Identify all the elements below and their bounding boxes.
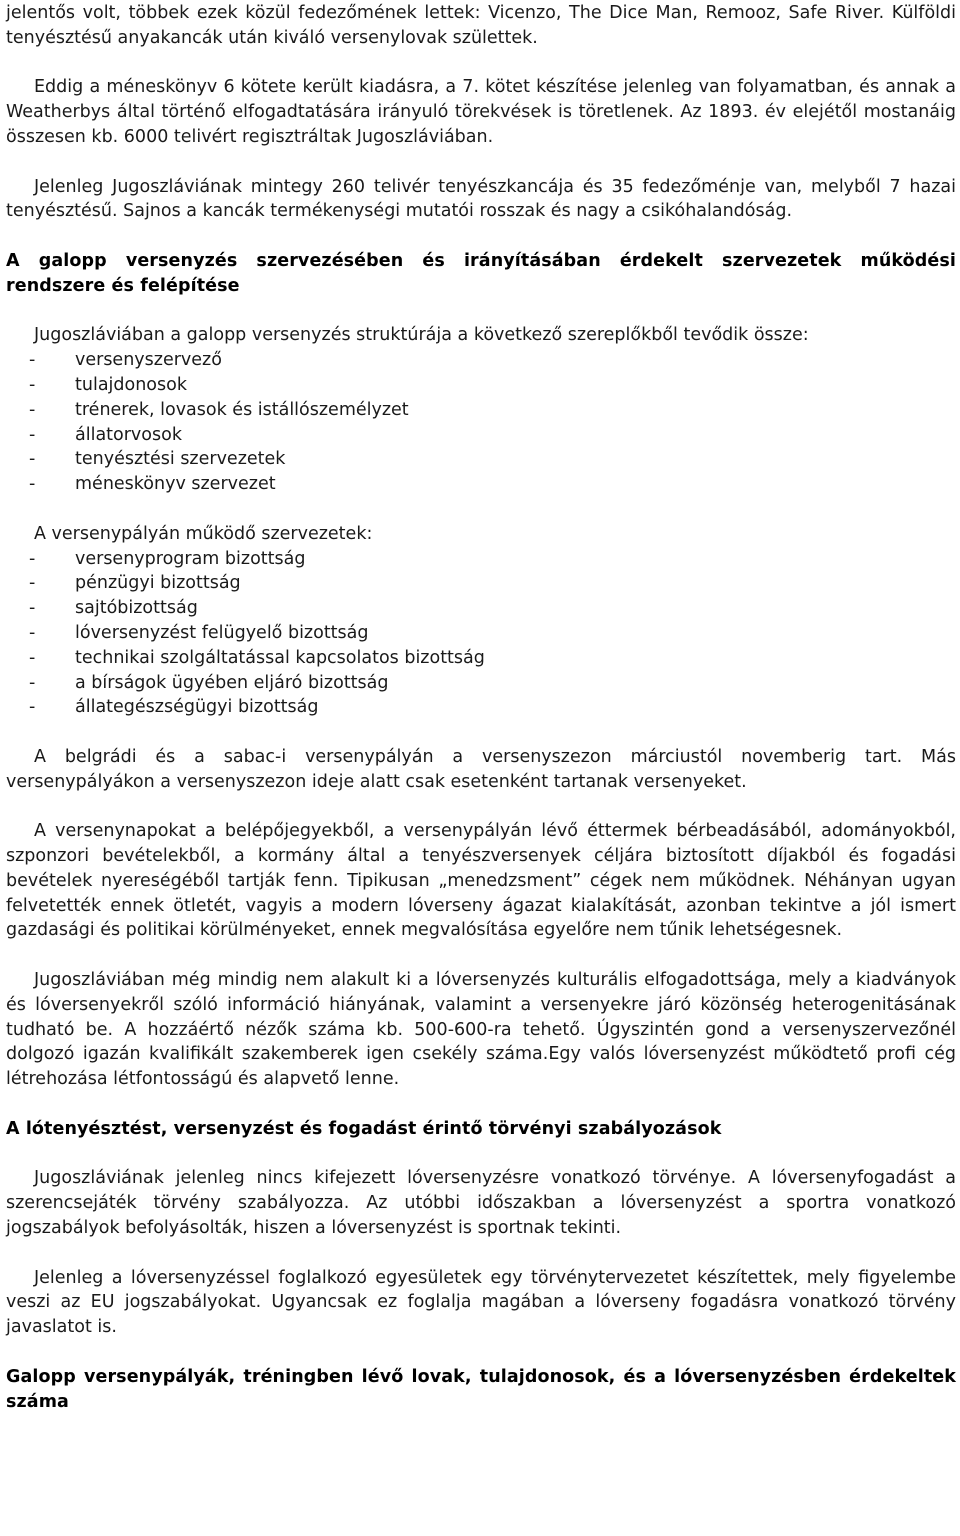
structure-intro: Jugoszláviában a galopp versenyzés struktúrája a következő szereplőkből tevődik össze: [34, 325, 809, 346]
list-item: - tenyésztési szervezetek [6, 447, 956, 472]
list-item: - lóversenyzést felügyelő bizottság [6, 621, 956, 646]
list-item: - állatorvosok [6, 423, 956, 448]
list-item: - versenyszervező [6, 348, 956, 373]
paragraph-draft-law: Jelenleg a lóversenyzéssel foglalkozó egyesületek egy törvénytervezetet készítettek, mely figyelembe veszi az EU jogszabályokat. Ugyancsak ez foglalja magában a lóverseny fogadásra vonatkozó törvény javaslatot is. [6, 1267, 956, 1338]
paragraph-funding: A versenynapokat a belépőjegyekből, a versenypályán lévő éttermek bérbeadásából, adományokból, szponzori bevételekből, a kormány által a tenyészversenyek céljára biztosított díjakból és fogadási bevételek nyereségéből tartják fenn. Tipikusan „menedzsment” cégek nem működnek. Néhányan ugyan felvetették ennek ötletét, vagyis a modern lóverseny ágazat kialakítását, azonban tekintve a jól ismert gazdasági és politikai körülményeket, ennek megvalósítása egyelőre nem tűnik lehetségesnek. [6, 821, 956, 941]
heading-regulation: A lótenyésztést, versenyzést és fogadást érintő törvényi szabályozások [6, 1118, 722, 1139]
dash-mark: - [29, 374, 36, 395]
paragraph-stallions: jelentős volt, többek ezek közül fedezőmének lettek: Vicenzo, The Dice Man, Remooz, Safe River. Külföldi tenyésztésű anyakancák után kiváló versenylovak születtek. [6, 3, 956, 48]
list-item: - méneskönyv szervezet [6, 472, 956, 497]
structure-list [6, 348, 956, 497]
dash-mark: - [29, 350, 36, 371]
dash-mark: - [29, 647, 36, 668]
paragraph-culture: Jugoszláviában még mindig nem alakult ki a lóversenyzés kulturális elfogadottsága, mely a kiadványok és lóversenyekről szóló információ hiányának, valamint a versenyekre járó közönség heterogenitásának tudható be. A hozzáértő nézők száma kb. 500-600-ra tehető. Úgyszintén gond a versenyszervezőnél dolgozó igazán kvalifikált szakemberek igen csekély száma.Egy valós lóversenyzést működtető profi cég létrehozása létfontosságú és alapvető lenne. [6, 970, 956, 1090]
list-item: - állategészségügyi bizottság [6, 695, 956, 720]
heading-organizations: A galopp versenyzés szervezésében és irányításában érdekelt szervezetek működési rendszere és felépítése [6, 250, 956, 296]
paragraph-law: Jugoszláviának jelenleg nincs kifejezett lóversenyzésre vonatkozó törvénye. A lóversenyfogadást a szerencsejáték törvény szabályozza. Az utóbbi időszakban a lóversenyzést a sportra vonatkozó jogszabályok befolyásolták, hiszen a lóversenyzést is sportnak tekinti. [6, 1168, 956, 1239]
list-item: - sajtóbizottság [6, 596, 956, 621]
dash-mark: - [29, 474, 36, 495]
list-item: - trénerek, lovasok és istállószemélyzet [6, 398, 956, 423]
list-item: - pénzügyi bizottság [6, 571, 956, 596]
list-item: - technikai szolgáltatással kapcsolatos bizottság [6, 646, 956, 671]
paragraph-studbook: Eddig a méneskönyv 6 kötete került kiadásra, a 7. kötet készítése jelenleg van folyamatban, és annak a Weatherbys által történő elfogadtatására irányuló törekvések is töretlenek. Az 1893. év elejétől mostanáig összesen kb. 6000 telivért regisztráltak Jugoszláviában. [6, 77, 956, 147]
track-orgs-intro: A versenypályán működő szervezetek: [34, 523, 373, 544]
paragraph-broodmares: Jelenleg Jugoszláviának mintegy 260 telivér tenyészkancája és 35 fedezőménje van, melyből 7 hazai tenyésztésű. Sajnos a kancák termékenységi mutatói rosszak és nagy a csikóhalandóság. [6, 176, 956, 222]
dash-mark: - [29, 449, 36, 470]
list-item: - a bírságok ügyében eljáró bizottság [6, 671, 956, 696]
list-item: - versenyprogram bizottság [6, 547, 956, 572]
dash-mark: - [29, 622, 36, 643]
dash-mark: - [29, 548, 36, 569]
heading-racetracks: Galopp versenypályák, tréningben lévő lovak, tulajdonosok, és a lóversenyzésben érdekeltek száma [6, 1366, 956, 1412]
dash-mark: - [29, 598, 36, 619]
dash-mark: - [29, 424, 36, 445]
paragraph-season: A belgrádi és a sabac-i versenypályán a versenyszezon márciustól novemberig tart. Más versenypályákon a versenyszezon ideje alatt csak esetenként tartanak versenyeket. [6, 746, 956, 792]
dash-mark: - [29, 573, 36, 594]
dash-mark: - [29, 697, 36, 718]
dash-mark: - [29, 399, 36, 420]
dash-mark: - [29, 672, 36, 693]
document-page [6, 0, 956, 1414]
list-item: - tulajdonosok [6, 373, 956, 398]
track-orgs-list [6, 547, 956, 721]
